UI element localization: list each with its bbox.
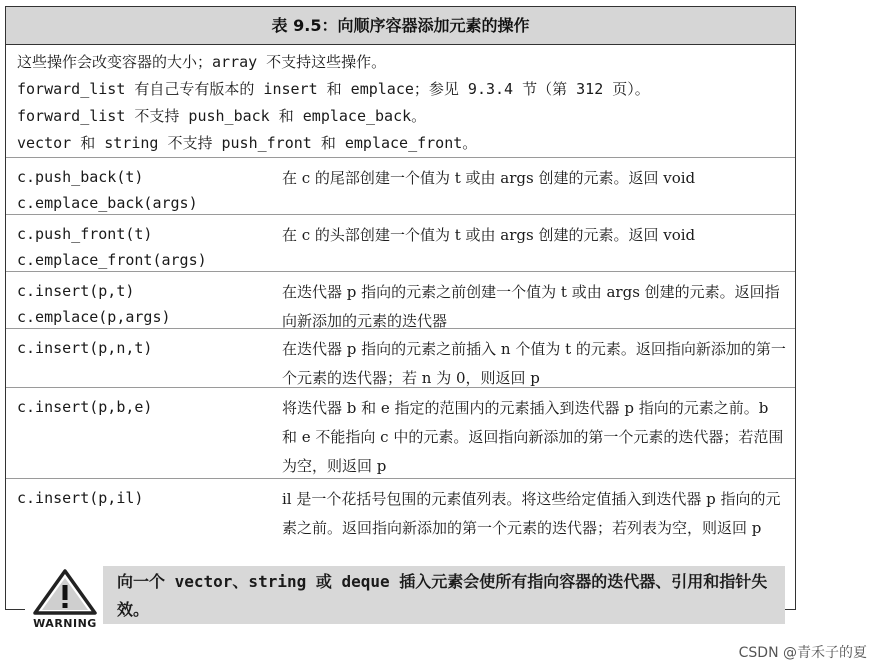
table-row — [6, 328, 795, 387]
note-line: 这些操作会改变容器的大小；array 不支持这些操作。 — [17, 53, 387, 71]
operation-cell — [17, 485, 143, 511]
operation-cell — [17, 164, 198, 216]
description-cell: 在 c 的尾部创建一个值为 t 或由 args 创建的元素。返回 void — [282, 169, 696, 187]
description-cell: 将迭代器 b 和 e 指定的范围内的元素插入到迭代器 p 指向的元素之前。b 和 e 不能指向 c 中的元素。返回指向新添加的第一个元素的迭代器；若范围为空，则返回 p — [282, 399, 784, 475]
description-cell: 在 c 的头部创建一个值为 t 或由 args 创建的元素。返回 void — [282, 226, 696, 244]
note-line: forward_list 有自己专有版本的 insert 和 emplace；参见 9.3.4 节（第 312 页）。 — [17, 80, 650, 98]
operation-cell — [17, 394, 152, 420]
operation-signature: c.insert(p,b,e) — [17, 398, 153, 416]
operation-signature: c.emplace(p,args) — [17, 308, 171, 326]
table-notes — [6, 45, 795, 157]
warning-triangle-icon — [25, 567, 105, 619]
description-cell: 在迭代器 p 指向的元素之前创建一个值为 t 或由 args 创建的元素。返回指向新添加的元素的迭代器 — [282, 283, 780, 330]
table-row — [6, 478, 795, 565]
warning-callout — [5, 563, 796, 636]
warning-text: 向一个 vector、string 或 deque 插入元素会使所有指向容器的迭代器、引用和指针失效。 — [103, 566, 785, 624]
operation-signature: c.insert(p,il) — [17, 489, 144, 507]
operation-signature: c.emplace_back(args) — [17, 194, 198, 212]
note-line: forward_list 不支持 push_back 和 emplace_back。 — [17, 107, 427, 125]
table-row — [6, 387, 795, 478]
table-row — [6, 214, 795, 271]
operation-cell — [17, 335, 152, 361]
warning-badge — [25, 567, 105, 633]
operations-table — [5, 6, 796, 610]
operation-signature: c.push_back(t) — [17, 168, 144, 186]
operation-cell — [17, 221, 207, 273]
note-line: vector 和 string 不支持 push_front 和 emplace_front。 — [17, 134, 478, 152]
table-row — [6, 271, 795, 328]
description-cell: 在迭代器 p 指向的元素之前插入 n 个值为 t 的元素。返回指向新添加的第一个元素的迭代器；若 n 为 0，则返回 p — [282, 340, 786, 387]
operation-signature: c.insert(p,t) — [17, 282, 135, 300]
table-row — [6, 157, 795, 214]
operation-signature: c.push_front(t) — [17, 225, 153, 243]
operation-cell — [17, 278, 171, 330]
source-watermark: CSDN @青禾子的夏 — [738, 645, 867, 661]
table-title: 表 9.5：向顺序容器添加元素的操作 — [6, 7, 795, 45]
operation-signature: c.insert(p,n,t) — [17, 339, 153, 357]
description-cell: il 是一个花括号包围的元素值列表。将这些给定值插入到迭代器 p 指向的元素之前。返回指向新添加的第一个元素的迭代器；若列表为空，则返回 p — [282, 490, 781, 537]
warning-label: WARNING — [33, 617, 97, 630]
operation-signature: c.emplace_front(args) — [17, 251, 207, 269]
